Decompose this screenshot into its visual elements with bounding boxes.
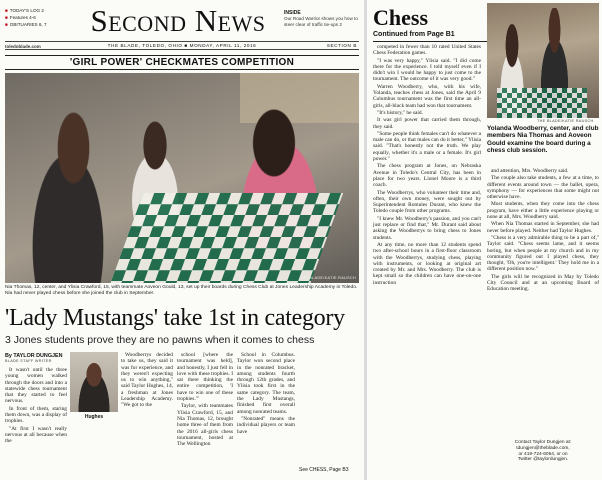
chess-board-image <box>107 193 343 283</box>
article-column-2 <box>121 352 173 410</box>
byline-author: By TAYLOR DUNGJEN <box>5 353 63 359</box>
contact-line: or 419-724-6054, or on <box>518 451 568 457</box>
index-item-3-label: OBITUARIES 6, 7 <box>9 22 47 27</box>
paragraph: "I knew Mr. Woodberry's passion, and you can't just replace or find that," Mr. Durant said about asking the Woodberrys to bring chess to Jones students. <box>373 215 481 241</box>
paragraph: School in Columbus. Taylor won second place in the nonrated bracket, among students fourth through 12th grades, and Ylisia took first in the same category. The team, the Lady Mustangs, finished first overall among nonrated teams. <box>237 352 295 415</box>
article-column-4 <box>237 352 295 436</box>
jump-title: Chess <box>373 5 429 30</box>
divider <box>373 41 493 42</box>
jump-column-1 <box>373 44 481 287</box>
photo-credit: THE BLADE/KATIE RAUSCH <box>537 119 594 123</box>
index-item-3: ■ OBITUARIES 6, 7 <box>5 22 47 27</box>
contact-info <box>487 440 599 463</box>
page-b3 <box>367 0 602 480</box>
jump-column-2 <box>487 168 599 294</box>
dateline <box>5 41 359 50</box>
paragraph: It wasn't until the three young women walked through the doors and into a statewide chess tournament that they started to feel nervous. <box>5 367 67 405</box>
continued-label: Continued from Page B1 <box>373 31 455 38</box>
secondary-photo <box>487 3 599 118</box>
byline-staff: BLADE STAFF WRITER <box>5 359 52 363</box>
paragraph: Taylor, with teammates Ylisia Crawford, 15, and Nia Thomas, 12, brought home three of them from the 2016 all-girls chess tournament, hosted at The Wellington <box>177 403 233 448</box>
paragraph: and attention, Mrs. Woodberry said. <box>491 168 569 174</box>
byline <box>5 353 67 363</box>
paragraph: "At first I wasn't really nervous at all because when the <box>5 425 67 445</box>
paragraph: school [where the tournament was held], and honestly, I just fell in love with these trophies. I sat there thinking the entire competition, 'I have to win one of these trophies.'" <box>177 352 233 403</box>
site-url: toledoblade.com <box>5 44 41 49</box>
kicker-headline: 'GIRL POWER' CHECKMATES COMPETITION <box>5 55 359 70</box>
paragraph: competed in fewer than 10 rated United States Chess Federation games. <box>373 44 481 57</box>
contact-email[interactable]: tdungjen@theblade.com, <box>516 445 570 451</box>
headshot-name: Hughes <box>84 414 104 420</box>
photo-figure-left <box>13 103 123 283</box>
index-item-2-label: Features 4-6 <box>9 15 36 20</box>
article-column-3 <box>177 352 233 448</box>
paragraph: Warren Woodberry, who, with his wife, Yolanda, teaches chess at Jones, said the April 9 Columbus tournament was the first time an all-girls, all-black team had won that tournament. <box>373 83 481 109</box>
paragraph: "Chess is a very admirable thing to be a part of," Taylor said. "Chess seems lame, and it seems boring, but when people at my church and in my community figured out I played chess, they thought, 'Oh, you're intelligent.' They hold me in a different position now." <box>487 234 599 273</box>
paragraph: "Nonrated" means the individual players or team have <box>237 415 295 435</box>
section-index <box>5 7 75 28</box>
paragraph: The couple also take students, a few at a time, to different events around town — the ballet, opera, symphony — for experiences that some might not otherwise have. <box>487 175 599 201</box>
contact-twitter[interactable]: Twitter @taylordungjen. <box>517 457 569 463</box>
photo-caption: Yolanda Woodberry, center, and club members Nia Thomas and Aoveon Gould examine the board during a chess club session. <box>487 125 599 155</box>
article-column-1 <box>5 367 67 446</box>
headshot-photo <box>70 352 118 412</box>
paragraph: "I was very happy," Ylisia said. "I did come there for the experience. I told myself even if I didn't win I would be happy to just come to the tournament. The outcome of it was very good." <box>373 57 481 83</box>
paragraph: "It's history," he said. <box>377 109 423 116</box>
dateline-text: THE BLADE, TOLEDO, OHIO ■ MONDAY, APRIL 11, 2016 <box>107 43 257 48</box>
paragraph: When Nia Thomas started in September, she had never before played. Neither had Taylor Hughes. <box>487 221 599 234</box>
jump-line: See CHESS, Page B3 <box>299 467 349 473</box>
paragraph: At any time, no more than 12 students spend two after-school hours in a first-floor classroom with the Woodberrys, studying chess, playing with instruments, or looking at original art created by Mr. and Mrs. Woodberry. The club is kept small so the children can have one-on-one instruction <box>373 241 481 286</box>
main-photo <box>5 73 359 283</box>
headline: 'Lady Mustangs' take 1st in category <box>5 305 345 331</box>
photo-credit: THE BLADE/KATIE RAUSCH <box>299 276 356 280</box>
index-item-1: ■ TODAY'S LOG 2 <box>5 8 44 13</box>
paragraph: It was girl power that carried them through, they said. <box>373 117 481 130</box>
photo-caption: Nia Thomas, 12, center, and Ylisia Crawford, 15, with teammate Aoveon Gould, 13, set up their boards during Chess Club at Jones Leadership Academy in Toledo. Nia had never played chess before she joined the club in September. <box>5 285 358 296</box>
inside-text: Our Road Warrior shows you how to steer clear of traffic tie-ups 2 <box>284 16 358 27</box>
inside-label: INSIDE <box>284 10 301 16</box>
paragraph: Most students, when they come into the chess program, have either a little experience playing or none at all, Mrs. Woodberry said. <box>487 201 599 221</box>
paragraph: The chess program at Jones, on Nebraska Avenue in Toledo's Central City, has been in place for two years. Lionel Moore is a third coach. <box>373 163 481 189</box>
paragraph: Woodberrys decided to take us, they said it was for experience, and they weren't expecting us to win anything," said Taylor Hughes, 14, a freshman at Jones Leadership Academy. "We got to the <box>121 352 173 409</box>
paragraph: The girls will be recognized in May by Toledo City Council and at an upcoming Board of Education meeting. <box>487 273 599 293</box>
chess-board-image <box>497 88 587 118</box>
deck-subhead: 3 Jones students prove they are no pawns when it comes to chess <box>5 334 315 346</box>
index-item-1-label: TODAY'S LOG 2 <box>9 8 44 13</box>
paragraph: The Woodberrys, who volunteer their time and, often, their own money, were sought out by Superintendent Romules Durant, who knew the Toledo couple from other programs. <box>373 189 481 215</box>
index-item-2: ■ Features 4-6 <box>5 15 36 20</box>
section-label: SECTION B <box>326 43 357 48</box>
paragraph: In front of them, staring them down, was a display of trophies. <box>5 405 67 425</box>
contact-line: Contact Taylor Dungjen at: <box>514 440 572 445</box>
masthead: Second News <box>90 3 266 38</box>
inside-teaser <box>284 10 358 27</box>
paragraph: "Some people think females can't do whatever a male can do, or that males can do it better," Ylisia said. "That's honestly not the truth. We play equally, whether it's a male or a female. It's girl power." <box>373 130 481 163</box>
